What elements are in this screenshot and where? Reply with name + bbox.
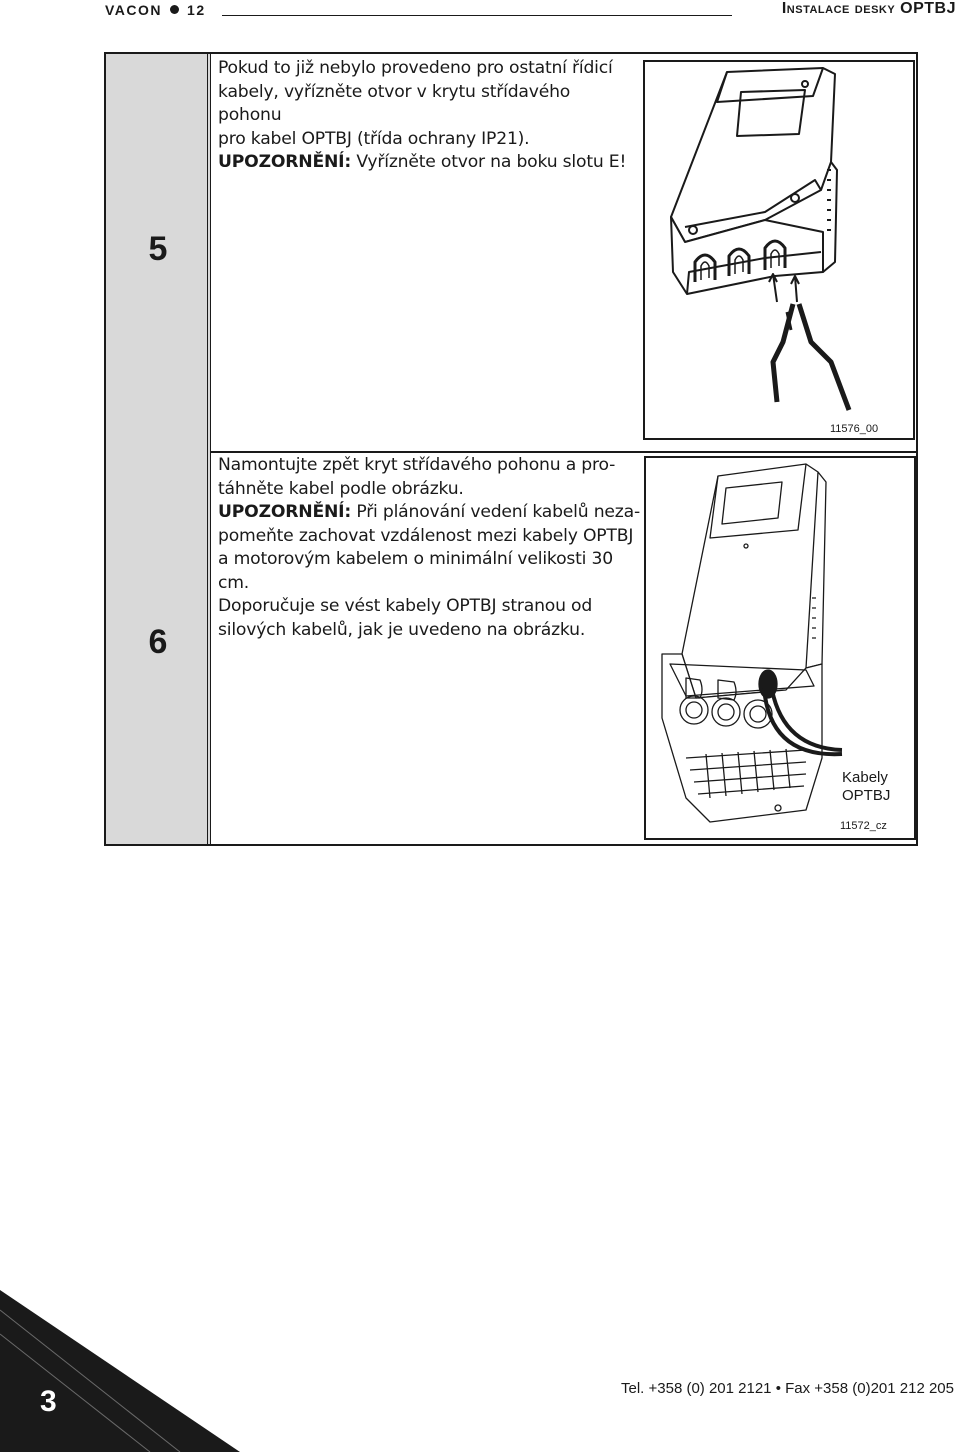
step-number: 6 [148, 623, 168, 661]
step-5-text [218, 57, 638, 175]
text-line: Pokud to již nebylo provedeno pro ostatní řídicí [218, 58, 613, 78]
step-number: 5 [148, 230, 168, 268]
warning-text: Při plánování vedení kabelů neza- [351, 502, 640, 522]
text-line: kabely, vyřízněte otvor v krytu střídavého pohonu [218, 81, 571, 125]
bullet-dot-icon [170, 5, 179, 14]
section-title: Instalace desky OPTBJ [781, 0, 956, 17]
header-rule [222, 15, 732, 16]
text-line: Doporučuje se vést kabely OPTBJ stranou od [218, 596, 593, 616]
running-header-brand [105, 2, 206, 18]
header-page-number: 12 [187, 2, 206, 18]
step-number-cell [106, 451, 211, 844]
warning-line [218, 151, 638, 175]
page-number: 3 [40, 1385, 57, 1418]
drive-cable-hole-illustration [645, 62, 913, 438]
corner-decoration [0, 1290, 240, 1452]
steps-table [104, 52, 918, 846]
figure-code: 11572_cz [840, 820, 887, 832]
text-line: pro kabel OPTBJ (třída ochrany IP21). [218, 128, 530, 149]
cable-label-line: Kabely [842, 769, 888, 786]
text-line: a motorovým kabelem o minimální velikosti 30 cm. [218, 549, 613, 593]
text-line: silových kabelů, jak je uvedeno na obrázku. [218, 619, 586, 640]
step-6-text [218, 454, 648, 642]
warning-line [218, 501, 648, 525]
step-row-6 [106, 451, 916, 844]
text-line: Namontujte zpět kryt střídavého pohonu a pro- [218, 455, 616, 475]
figure-drive-top-view [643, 60, 915, 440]
warning-label: UPOZORNĚNÍ: [218, 502, 352, 522]
brand-name: VACON [105, 2, 163, 18]
text-line: táhněte kabel podle obrázku. [218, 478, 464, 499]
text-line: pomeňte zachovat vzdálenost mezi kabely OPTBJ [218, 525, 634, 546]
cable-label [842, 769, 890, 805]
warning-label: UPOZORNĚNÍ: [218, 152, 352, 172]
figure-code: 11576_00 [830, 423, 879, 435]
step-row-5 [106, 54, 916, 453]
cable-label-line: OPTBJ [842, 787, 891, 804]
contact-info: Tel. +358 (0) 201 2121 • Fax +358 (0)201 212 205 [621, 1380, 954, 1397]
step-number-cell [106, 54, 211, 451]
warning-text: Vyřízněte otvor na boku slotu E! [351, 152, 627, 172]
